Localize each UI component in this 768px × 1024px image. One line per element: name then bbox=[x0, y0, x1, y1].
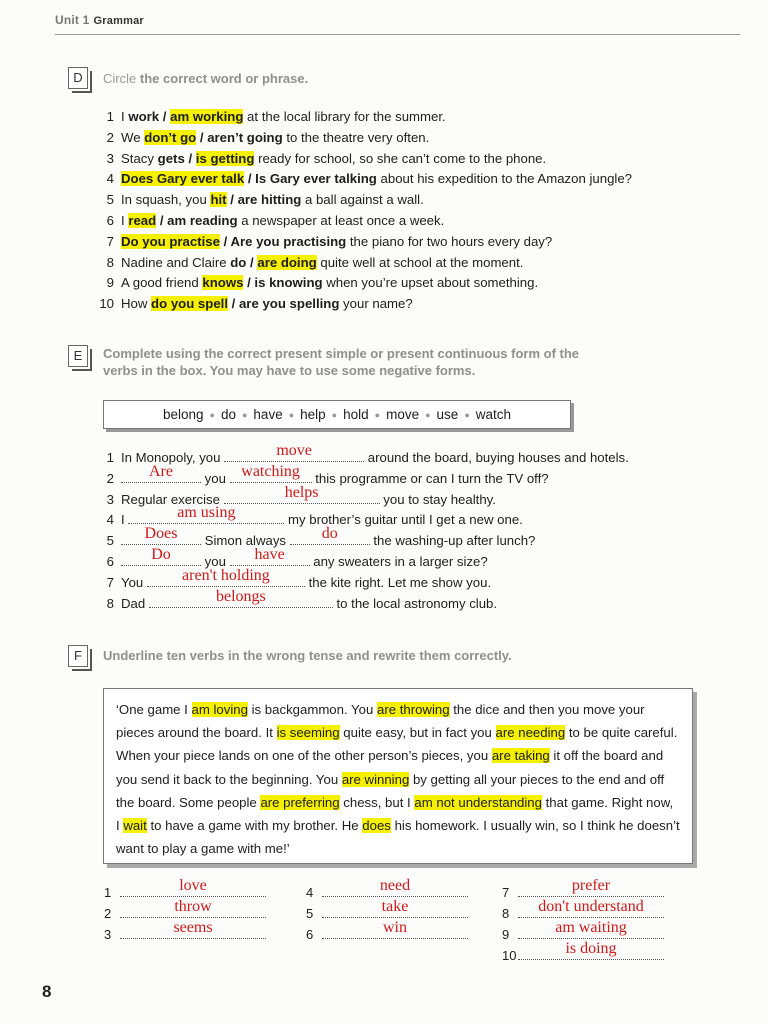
underlined-verb[interactable]: are needing bbox=[495, 725, 566, 741]
exercise-d-item bbox=[96, 109, 446, 124]
answer-blank[interactable] bbox=[518, 919, 664, 939]
box-word: belong bbox=[162, 407, 204, 422]
item-number: 3 bbox=[106, 491, 114, 507]
answer-blank[interactable] bbox=[120, 919, 266, 939]
answer-number: 5 bbox=[306, 906, 314, 921]
exercise-d-letter: D bbox=[68, 67, 88, 89]
bullet-separator: ● bbox=[425, 409, 431, 420]
exercise-d-item bbox=[96, 275, 538, 290]
item-text: any sweaters in a larger size? bbox=[309, 554, 488, 569]
answer-blank[interactable] bbox=[322, 919, 468, 939]
item-number: 4 bbox=[106, 512, 114, 528]
item-text: / are you spelling bbox=[227, 296, 340, 312]
item-text: the piano for two hours every day? bbox=[346, 233, 553, 249]
exercise-d-item bbox=[96, 213, 444, 228]
answer-number: 3 bbox=[104, 927, 112, 942]
handwritten-answer: seems bbox=[173, 919, 213, 936]
item-text: Stacy bbox=[121, 150, 158, 166]
item-number: 2 bbox=[106, 470, 114, 486]
handwritten-answer: prefer bbox=[571, 877, 611, 894]
bullet-separator: ● bbox=[288, 409, 295, 420]
unit-label: Unit 1 bbox=[55, 13, 90, 27]
answer-blank[interactable] bbox=[224, 442, 364, 462]
passage-text: to have a game with my brother. He bbox=[146, 818, 363, 834]
item-number: 6 bbox=[106, 213, 114, 228]
underlined-verb[interactable]: are taking bbox=[491, 748, 550, 764]
bullet-separator: ● bbox=[209, 409, 215, 420]
answer-line bbox=[502, 940, 664, 963]
exercise-e-item bbox=[96, 587, 498, 611]
item-number: 1 bbox=[106, 109, 114, 124]
handwritten-answer: is doing bbox=[565, 940, 617, 957]
item-text: work bbox=[128, 109, 160, 124]
answer-blank[interactable] bbox=[120, 898, 266, 918]
item-number: 9 bbox=[106, 275, 114, 291]
answer-line bbox=[104, 919, 266, 942]
underlined-verb[interactable]: are throwing bbox=[376, 702, 450, 717]
exercise-d-instruction bbox=[103, 70, 308, 87]
exercise-d-item bbox=[96, 192, 424, 207]
item-text: the washing-up after lunch? bbox=[369, 533, 536, 549]
box-word: do bbox=[220, 407, 236, 422]
item-number: 8 bbox=[106, 254, 114, 270]
handwritten-answer: am using bbox=[177, 504, 236, 522]
item-text: you bbox=[201, 470, 230, 486]
item-text: Nadine and Claire bbox=[121, 254, 231, 270]
passage-text: is backgammon. You bbox=[247, 702, 377, 717]
handwritten-answer: take bbox=[381, 898, 409, 915]
item-number: 5 bbox=[106, 533, 114, 549]
exercise-d-item bbox=[96, 255, 523, 270]
handwritten-answer: watching bbox=[241, 462, 300, 480]
item-text: We bbox=[121, 129, 145, 145]
item-number: 4 bbox=[106, 171, 114, 187]
item-text: the kite right. Let me show you. bbox=[304, 574, 492, 590]
circled-answer: am working bbox=[170, 109, 244, 124]
item-text: a ball against a wall. bbox=[301, 192, 424, 208]
item-text: You bbox=[121, 574, 147, 590]
exercise-e-instruction bbox=[103, 345, 579, 379]
handwritten-answer: Are bbox=[149, 462, 173, 480]
item-text: ready for school, so she can’t come to the phone. bbox=[254, 150, 547, 166]
item-text: quite well at school at the moment. bbox=[316, 254, 524, 270]
circled-answer: do you spell bbox=[151, 296, 228, 312]
handwritten-answer: need bbox=[379, 877, 411, 894]
item-text: In squash, you bbox=[121, 192, 211, 208]
handwritten-answer: belongs bbox=[215, 587, 266, 605]
item-text: / bbox=[184, 150, 196, 166]
item-text: Dad bbox=[121, 595, 149, 611]
answer-blank[interactable] bbox=[290, 525, 370, 545]
passage-text: ‘One game I bbox=[116, 702, 192, 717]
circled-answer: don’t go bbox=[144, 129, 197, 145]
instruction-line-2: verbs in the box. You may have to use some negative forms. bbox=[103, 363, 476, 378]
handwritten-answer: do bbox=[321, 525, 338, 543]
box-word: watch bbox=[475, 407, 512, 422]
item-text: I bbox=[121, 512, 129, 528]
item-text: you to stay healthy. bbox=[379, 491, 496, 507]
answer-number: 7 bbox=[502, 885, 510, 900]
box-word: hold bbox=[343, 407, 369, 422]
answer-number: 1 bbox=[104, 885, 112, 900]
underlined-verb[interactable]: are preferring bbox=[260, 794, 340, 810]
section-label: Grammar bbox=[93, 15, 144, 27]
item-text: / Is Gary ever talking bbox=[244, 171, 377, 187]
answer-blank[interactable] bbox=[121, 546, 201, 566]
underlined-verb[interactable]: am loving bbox=[191, 702, 248, 717]
item-text: / am reading bbox=[156, 213, 238, 228]
answer-blank[interactable] bbox=[518, 898, 664, 918]
item-text: / Are you practising bbox=[219, 233, 347, 249]
item-text: do bbox=[230, 254, 247, 270]
exercise-d-item bbox=[96, 234, 552, 249]
answer-line bbox=[306, 919, 468, 942]
circled-answer: hit bbox=[210, 192, 227, 208]
item-text: to the local astronomy club. bbox=[332, 595, 498, 611]
page-number: 8 bbox=[42, 982, 52, 1001]
underlined-verb[interactable]: is seeming bbox=[276, 725, 340, 741]
bullet-separator: ● bbox=[241, 409, 248, 420]
passage-text: quite easy, but in fact you bbox=[339, 725, 496, 741]
item-text: / aren’t going bbox=[196, 129, 283, 145]
exercise-f-instruction: Underline ten verbs in the wrong tense and rewrite them correctly. bbox=[103, 648, 512, 663]
item-text: when you’re upset about something. bbox=[322, 275, 539, 291]
unit-header bbox=[55, 13, 144, 27]
box-word: move bbox=[386, 407, 420, 422]
passage-text: that game. Right now, I bbox=[116, 794, 674, 834]
item-number: 2 bbox=[106, 129, 114, 145]
answer-blank[interactable] bbox=[230, 546, 310, 566]
circled-answer: read bbox=[128, 213, 157, 228]
circled-answer: is getting bbox=[195, 150, 255, 166]
underlined-verb[interactable]: are winning bbox=[341, 771, 410, 787]
box-word: use bbox=[436, 407, 459, 422]
passage-text: the dice and then you move your pieces around the board. It bbox=[116, 702, 645, 741]
item-number: 7 bbox=[106, 233, 114, 249]
word-box bbox=[103, 400, 571, 429]
handwritten-answer: aren't holding bbox=[182, 566, 270, 584]
item-number: 1 bbox=[106, 450, 114, 465]
answer-number: 2 bbox=[104, 906, 112, 921]
item-text: / is knowing bbox=[243, 275, 323, 291]
underlined-verb[interactable]: does bbox=[362, 818, 391, 834]
item-text: you bbox=[201, 554, 230, 569]
exercise-d-item bbox=[96, 171, 632, 186]
bullet-separator: ● bbox=[374, 409, 381, 420]
box-word: have bbox=[253, 407, 283, 422]
exercise-d-item bbox=[96, 130, 429, 145]
passage-box bbox=[103, 688, 693, 864]
item-text: this programme or can I turn the TV off? bbox=[311, 470, 549, 486]
item-text: / are hitting bbox=[226, 192, 302, 208]
instruction-verb: Circle bbox=[103, 71, 137, 86]
item-number: 7 bbox=[106, 574, 114, 590]
handwritten-answer: helps bbox=[284, 483, 319, 501]
item-number: 10 bbox=[99, 296, 114, 312]
answer-blank[interactable] bbox=[322, 898, 468, 918]
handwritten-answer: am waiting bbox=[555, 919, 627, 936]
item-text: Regular exercise bbox=[121, 491, 224, 507]
circled-answer: are doing bbox=[257, 254, 317, 270]
item-number: 3 bbox=[106, 150, 114, 166]
passage-text: his homework. I usually win, so I think he doesn’t want to play a game with me!’ bbox=[116, 818, 680, 857]
answer-number: 8 bbox=[502, 906, 510, 921]
answer-number: 9 bbox=[502, 927, 510, 942]
handwritten-answer: don't understand bbox=[538, 898, 644, 915]
passage-text: to be quite careful. When your piece lands on one of the other person’s pieces, you bbox=[116, 725, 678, 764]
item-number: 5 bbox=[106, 192, 114, 208]
answer-blank[interactable] bbox=[121, 462, 201, 483]
passage-text: by getting all your pieces to the end and off the board. Some people bbox=[116, 771, 665, 810]
item-text: How bbox=[121, 296, 152, 312]
instruction-text: the correct word or phrase. bbox=[139, 71, 309, 86]
answer-number: 4 bbox=[306, 885, 314, 900]
header-divider bbox=[55, 34, 740, 35]
answer-blank[interactable] bbox=[230, 462, 312, 483]
exercise-e-letter: E bbox=[68, 345, 88, 367]
circled-answer: knows bbox=[202, 275, 244, 291]
circled-answer: Do you practise bbox=[121, 233, 220, 249]
item-text: A good friend bbox=[121, 275, 203, 291]
instruction-line-1: Complete using the correct present simple or present continuous form of the bbox=[103, 346, 580, 361]
item-text: to the theatre very often. bbox=[282, 129, 430, 145]
answer-blank[interactable] bbox=[147, 566, 305, 587]
exercise-d-item bbox=[96, 151, 546, 166]
handwritten-answer: love bbox=[179, 877, 207, 894]
item-text: / bbox=[159, 109, 171, 124]
item-text: I bbox=[121, 213, 129, 228]
item-text: at the local library for the summer. bbox=[243, 109, 446, 124]
circled-answer: Does Gary ever talk bbox=[121, 171, 245, 187]
underlined-verb[interactable]: am not understanding bbox=[414, 794, 542, 810]
answer-blank[interactable] bbox=[518, 877, 664, 897]
item-text: my brother’s guitar until I get a new one. bbox=[284, 512, 523, 528]
item-text: / bbox=[246, 254, 258, 270]
item-text: Simon always bbox=[201, 533, 290, 549]
bullet-separator: ● bbox=[331, 409, 338, 420]
handwritten-answer: win bbox=[383, 919, 407, 936]
answer-number: 10 bbox=[502, 948, 517, 963]
answer-blank[interactable] bbox=[224, 483, 380, 504]
item-text: In Monopoly, you bbox=[121, 450, 225, 465]
handwritten-answer: move bbox=[276, 442, 312, 459]
handwritten-answer: have bbox=[254, 546, 285, 563]
answer-blank[interactable] bbox=[120, 877, 266, 897]
bullet-separator: ● bbox=[464, 409, 470, 420]
handwritten-answer: throw bbox=[174, 898, 212, 915]
item-text: about his expedition to the Amazon jungle? bbox=[376, 171, 632, 187]
answer-blank[interactable] bbox=[121, 525, 201, 545]
item-text: a newspaper at least once a week. bbox=[237, 213, 445, 228]
item-text: your name? bbox=[339, 296, 413, 312]
item-number: 6 bbox=[106, 554, 114, 569]
box-word: help bbox=[300, 407, 326, 422]
answer-blank[interactable] bbox=[322, 877, 468, 897]
item-number: 8 bbox=[106, 595, 114, 611]
exercise-f-letter: F bbox=[68, 645, 88, 667]
item-text: around the board, buying houses and hotels. bbox=[364, 450, 629, 465]
item-text: I bbox=[121, 109, 129, 124]
item-text: gets bbox=[157, 150, 185, 166]
passage-text: it off the board and you send it back to the beginning. You bbox=[116, 748, 664, 787]
handwritten-answer: Does bbox=[144, 525, 178, 543]
answer-number: 6 bbox=[306, 927, 314, 942]
passage-text: chess, but I bbox=[339, 794, 415, 810]
answer-blank[interactable] bbox=[128, 504, 284, 524]
answer-blank[interactable] bbox=[149, 587, 333, 608]
answer-blank[interactable] bbox=[518, 940, 664, 960]
exercise-d-item bbox=[96, 296, 413, 311]
handwritten-answer: Do bbox=[151, 546, 171, 563]
underlined-verb[interactable]: wait bbox=[123, 818, 147, 834]
